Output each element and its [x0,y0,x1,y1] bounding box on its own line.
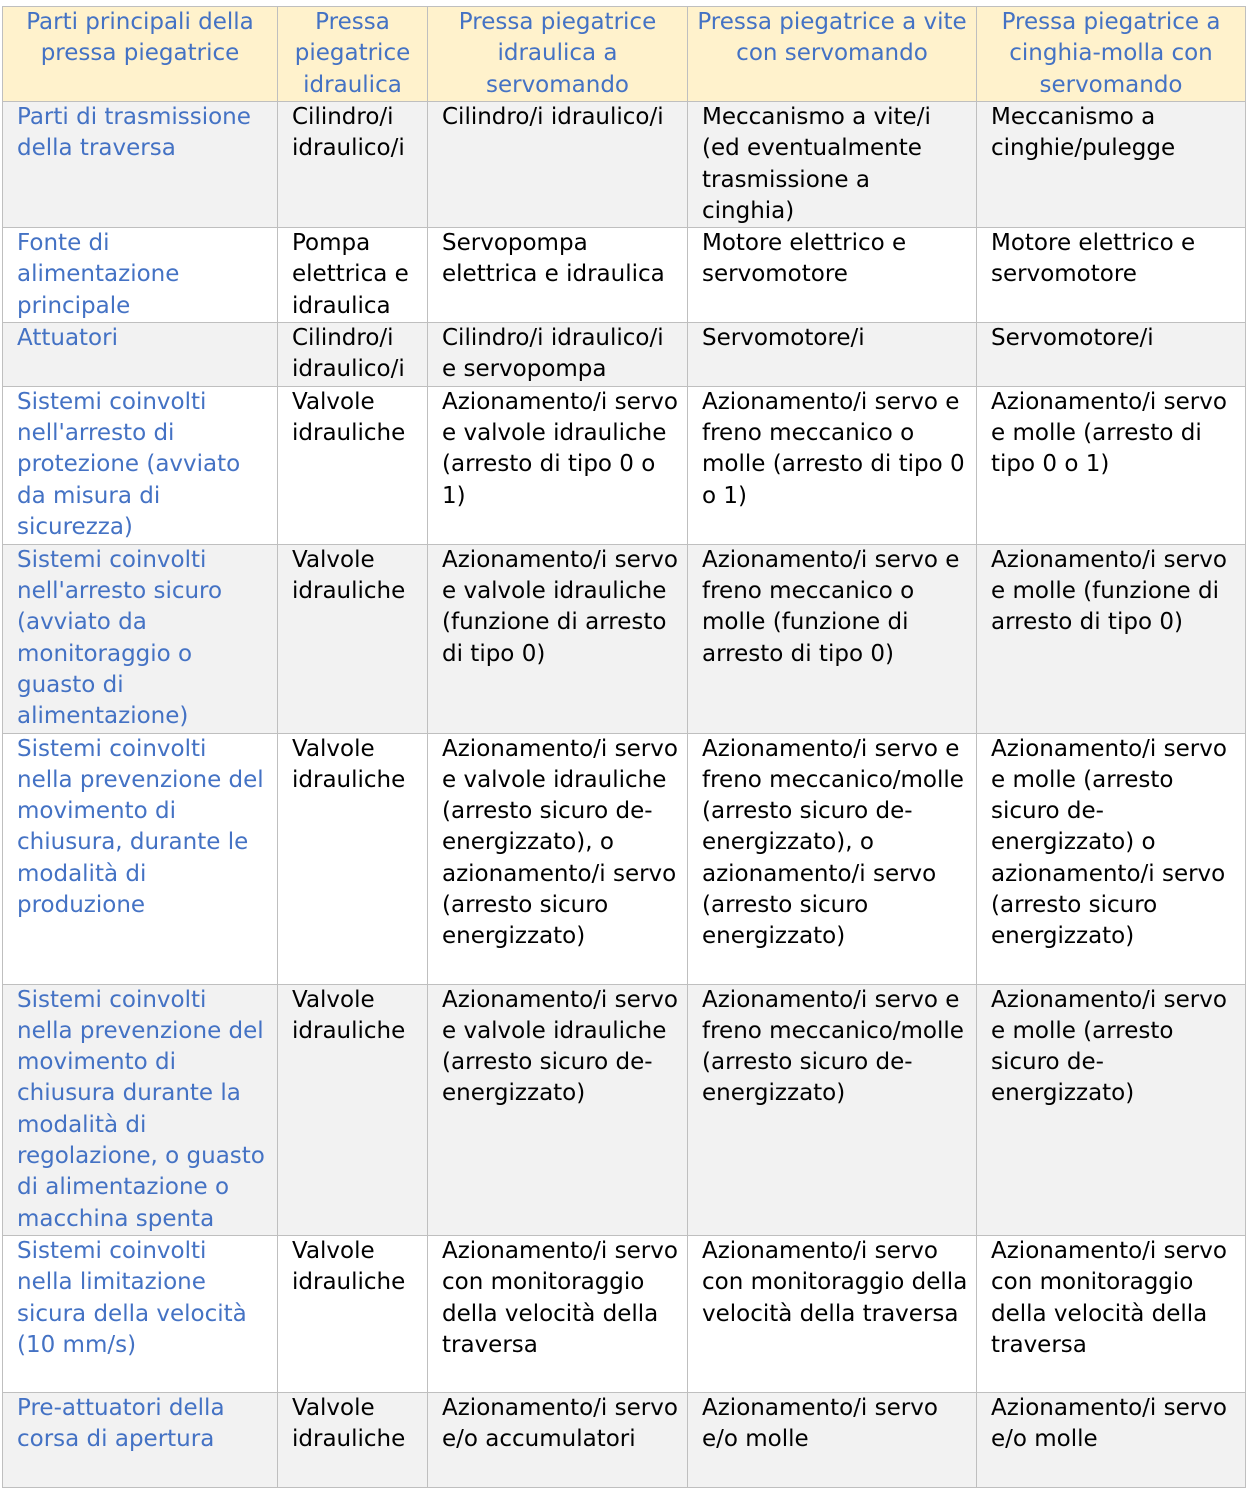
cell-screw-servo: Azionamento/i servo e freno meccanico/molle (arresto sicuro de-energizzato) [688,984,977,1235]
cell-hydraulic: Valvole idrauliche [278,1235,428,1392]
table-row [3,386,1246,544]
cell-screw-servo: Servomotore/i [688,323,977,387]
table-row [3,228,1246,323]
row-label: Sistemi coinvolti nell'arresto di protezione (avviato da misura di sicurezza) [3,386,278,544]
cell-belt-spring-servo: Azionamento/i servo e molle (arresto sicuro de-energizzato) o azionamento/i servo (arresto sicuro energizzato) [977,733,1246,984]
cell-hydraulic: Valvole idrauliche [278,733,428,984]
cell-hydraulic: Valvole idrauliche [278,1392,428,1487]
table-row [3,544,1246,733]
cell-screw-servo: Azionamento/i servo e freno meccanico o molle (funzione di arresto di tipo 0) [688,544,977,733]
row-label: Attuatori [3,323,278,387]
header-servo-hydraulic-press: Pressa piegatrice idraulica a servomando [428,7,688,102]
header-main-parts: Parti principali della pressa piegatrice [3,7,278,102]
row-label: Sistemi coinvolti nell'arresto sicuro (avviato da monitoraggio o guasto di alimentazione) [3,544,278,733]
cell-screw-servo: Azionamento/i servo e freno meccanico/molle (arresto sicuro de-energizzato), o azionamento/i servo (arresto sicuro energizzato) [688,733,977,984]
press-brake-comparison-table [2,6,1246,1488]
cell-servo-hydraulic: Azionamento/i servo e valvole idrauliche (arresto sicuro de-energizzato) [428,984,688,1235]
header-belt-spring-servo-press: Pressa piegatrice a cinghia-molla con servomando [977,7,1246,102]
table-row [3,984,1246,1235]
cell-hydraulic: Cilindro/i idraulico/i [278,102,428,228]
row-label: Sistemi coinvolti nella prevenzione del movimento di chiusura, durante le modalità di produzione [3,733,278,984]
cell-belt-spring-servo: Azionamento/i servo con monitoraggio della velocità della traversa [977,1235,1246,1392]
table-row [3,102,1246,228]
cell-servo-hydraulic: Azionamento/i servo e valvole idrauliche (funzione di arresto di tipo 0) [428,544,688,733]
cell-servo-hydraulic: Cilindro/i idraulico/i [428,102,688,228]
cell-servo-hydraulic: Azionamento/i servo con monitoraggio della velocità della traversa [428,1235,688,1392]
cell-servo-hydraulic: Azionamento/i servo e valvole idrauliche (arresto di tipo 0 o 1) [428,386,688,544]
header-screw-servo-press: Pressa piegatrice a vite con servomando [688,7,977,102]
cell-belt-spring-servo: Meccanismo a cinghie/pulegge [977,102,1246,228]
header-hydraulic-press: Pressa piegatrice idraulica [278,7,428,102]
row-label: Sistemi coinvolti nella limitazione sicura della velocità (10 mm/s) [3,1235,278,1392]
table-row [3,323,1246,387]
cell-belt-spring-servo: Servomotore/i [977,323,1246,387]
cell-screw-servo: Azionamento/i servo e freno meccanico o molle (arresto di tipo 0 o 1) [688,386,977,544]
cell-belt-spring-servo: Azionamento/i servo e molle (arresto di tipo 0 o 1) [977,386,1246,544]
cell-servo-hydraulic: Cilindro/i idraulico/i e servopompa [428,323,688,387]
cell-screw-servo: Motore elettrico e servomotore [688,228,977,323]
cell-hydraulic: Valvole idrauliche [278,386,428,544]
row-label: Parti di trasmissione della traversa [3,102,278,228]
row-label: Sistemi coinvolti nella prevenzione del movimento di chiusura durante la modalità di regolazione, o guasto di alimentazione o macchina spenta [3,984,278,1235]
cell-belt-spring-servo: Azionamento/i servo e molle (arresto sicuro de-energizzato) [977,984,1246,1235]
row-label: Pre-attuatori della corsa di apertura [3,1392,278,1487]
cell-belt-spring-servo: Azionamento/i servo e/o molle [977,1392,1246,1487]
table-row [3,1235,1246,1392]
row-label: Fonte di alimentazione principale [3,228,278,323]
cell-servo-hydraulic: Azionamento/i servo e valvole idrauliche (arresto sicuro de-energizzato), o azionamento/i servo (arresto sicuro energizzato) [428,733,688,984]
cell-belt-spring-servo: Motore elettrico e servomotore [977,228,1246,323]
cell-screw-servo: Azionamento/i servo con monitoraggio della velocità della traversa [688,1235,977,1392]
cell-screw-servo: Meccanismo a vite/i (ed eventualmente trasmissione a cinghia) [688,102,977,228]
cell-hydraulic: Valvole idrauliche [278,544,428,733]
cell-belt-spring-servo: Azionamento/i servo e molle (funzione di arresto di tipo 0) [977,544,1246,733]
table-row [3,1392,1246,1487]
cell-screw-servo: Azionamento/i servo e/o molle [688,1392,977,1487]
cell-servo-hydraulic: Servopompa elettrica e idraulica [428,228,688,323]
cell-hydraulic: Valvole idrauliche [278,984,428,1235]
cell-hydraulic: Pompa elettrica e idraulica [278,228,428,323]
cell-servo-hydraulic: Azionamento/i servo e/o accumulatori [428,1392,688,1487]
cell-hydraulic: Cilindro/i idraulico/i [278,323,428,387]
header-row [3,7,1246,102]
table-row [3,733,1246,984]
